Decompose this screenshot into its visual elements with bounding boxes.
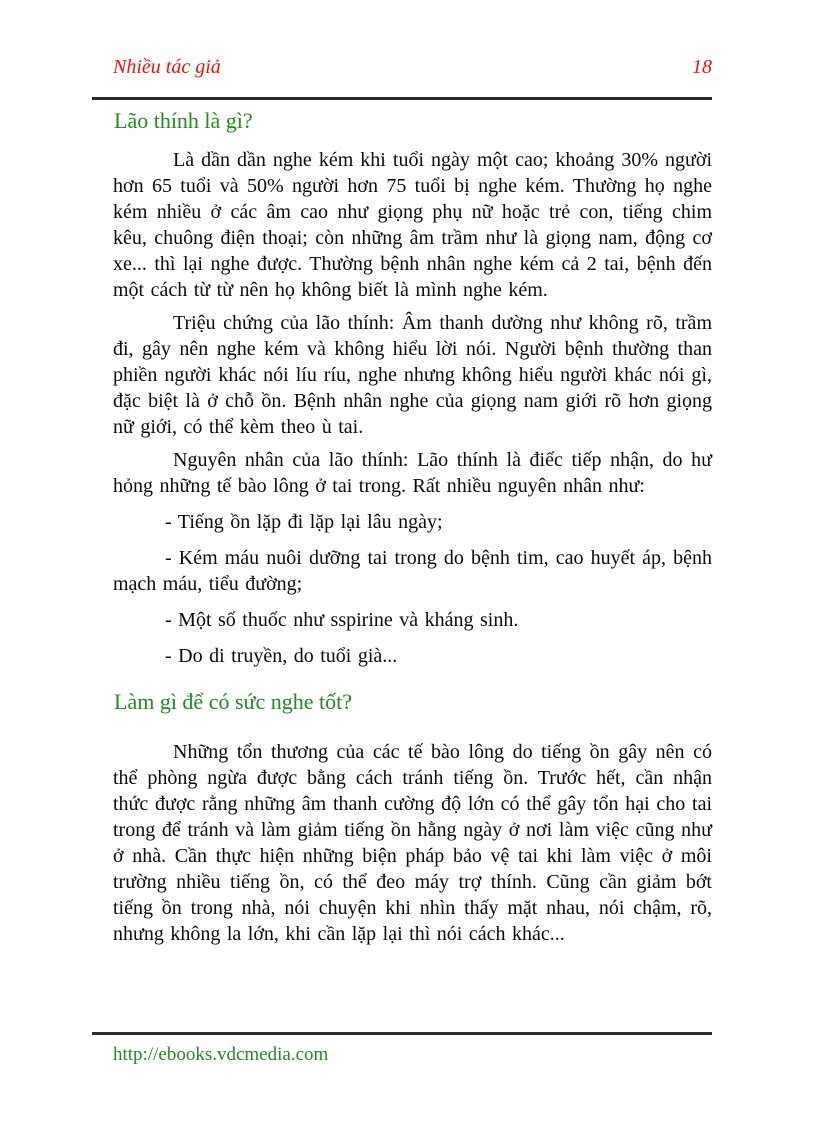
- list-item: - Kém máu nuôi dưỡng tai trong do bệnh tim, cao huyết áp, bệnh mạch máu, tiểu đường;: [113, 547, 712, 595]
- section-heading-lam-gi: Làm gì để có sức nghe tốt?: [114, 689, 352, 714]
- page-body: [0, 108, 816, 947]
- footer-url-link[interactable]: http://ebooks.vdcmedia.com: [113, 1044, 329, 1065]
- paragraph: Những tổn thương của các tế bào lông do tiếng ồn gây nên có thể phòng ngừa được bằng cách tránh tiếng ồn. Trước hết, cần nhận thức được rằng những âm thanh cường độ lớn có thể gây tổn hại cho tai trong để tránh và làm giảm tiếng ồn hằng ngày ở nơi làm việc cũng như ở nhà. Cần thực hiện những biện pháp bảo vệ tai khi làm việc ở môi trường nhiều tiếng ồn, có thể đeo máy trợ thính. Cũng cần giảm bớt tiếng ồn trong nhà, nói chuyện khi nhìn thấy mặt nhau, nói chậm, rõ, nhưng không la lớn, khi cần lặp lại thì nói cách khác...: [113, 741, 712, 945]
- list-item: - Do di truyền, do tuổi già...: [165, 645, 398, 667]
- paragraph: Là dần dần nghe kém khi tuổi ngày một cao; khoảng 30% người hơn 65 tuổi và 50% người hơn 75 tuổi bị nghe kém. Thường họ nghe kém nhiều ở các âm cao như giọng phụ nữ hoặc trẻ con, tiếng chim kêu, chuông điện thoại; còn những âm trầm như là giọng nam, động cơ xe... thì lại nghe được. Thường bệnh nhân nghe kém cả 2 tai, bệnh đến một cách từ từ nên họ không biết là mình nghe kém.: [113, 149, 712, 301]
- page-footer: [0, 1032, 816, 1067]
- running-title: Nhiều tác giả: [113, 56, 221, 78]
- section-heading-lao-thinh: Lão thính là gì?: [114, 108, 253, 133]
- paragraph: Triệu chứng của lão thính: Âm thanh dường như không rõ, trầm đi, gây nên nghe kém và không hiểu lời nói. Người bệnh thường than phiền người khác nói líu ríu, nghe nhưng không hiểu người khác nói gì, đặc biệt là ở chỗ ồn. Bệnh nhân nghe của giọng nam giới rõ hơn giọng nữ giới, có thể kèm theo ù tai.: [113, 312, 712, 438]
- list-item: - Một số thuốc như sspirine và kháng sinh.: [165, 609, 519, 631]
- page-number: 18: [692, 56, 712, 78]
- header-rule: [92, 97, 712, 100]
- page-header: [0, 55, 816, 100]
- list-item: - Tiếng ồn lặp đi lặp lại lâu ngày;: [165, 511, 443, 533]
- running-header: [92, 55, 712, 79]
- footer-rule: [92, 1032, 712, 1035]
- paragraph: Nguyên nhân của lão thính: Lão thính là điếc tiếp nhận, do hư hỏng những tế bào lông ở tai trong. Rất nhiều nguyên nhân như:: [113, 449, 712, 497]
